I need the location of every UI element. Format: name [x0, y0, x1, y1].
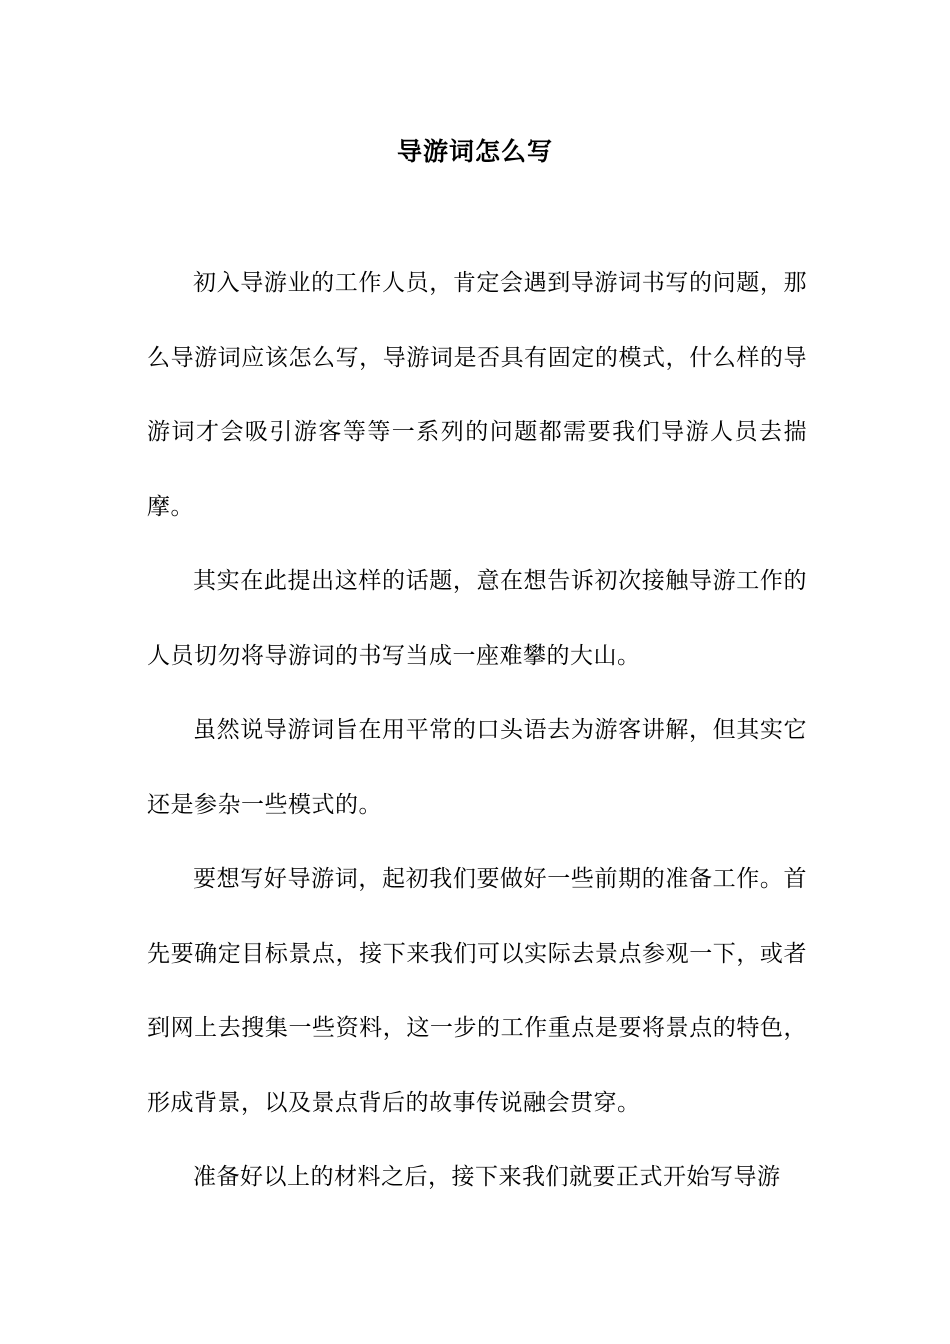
paragraph-4: 要想写好导游词，起初我们要做好一些前期的准备工作。首先要确定目标景点，接下来我们可以实际去景点参观一下，或者到网上去搜集一些资料，这一步的工作重点是要将景点的特色，形成背景，以及景点背后的故事传说融会贯穿。 — [147, 866, 807, 1116]
document-body — [147, 246, 807, 1215]
paragraph-5: 准备好以上的材料之后，接下来我们就要正式开始写导游 — [193, 1164, 781, 1190]
paragraph-3: 虽然说导游词旨在用平常的口头语去为游客讲解，但其实它还是参杂一些模式的。 — [147, 717, 807, 818]
document-title: 导游词怎么写 — [396, 137, 553, 166]
paragraph-2: 其实在此提出这样的话题，意在想告诉初次接触导游工作的人员切勿将导游词的书写当成一座难攀的大山。 — [147, 568, 807, 669]
paragraph-1: 初入导游业的工作人员，肯定会遇到导游词书写的问题，那么导游词应该怎么写，导游词是否具有固定的模式，什么样的导游词才会吸引游客等等一系列的问题都需要我们导游人员去揣摩。 — [147, 270, 807, 520]
